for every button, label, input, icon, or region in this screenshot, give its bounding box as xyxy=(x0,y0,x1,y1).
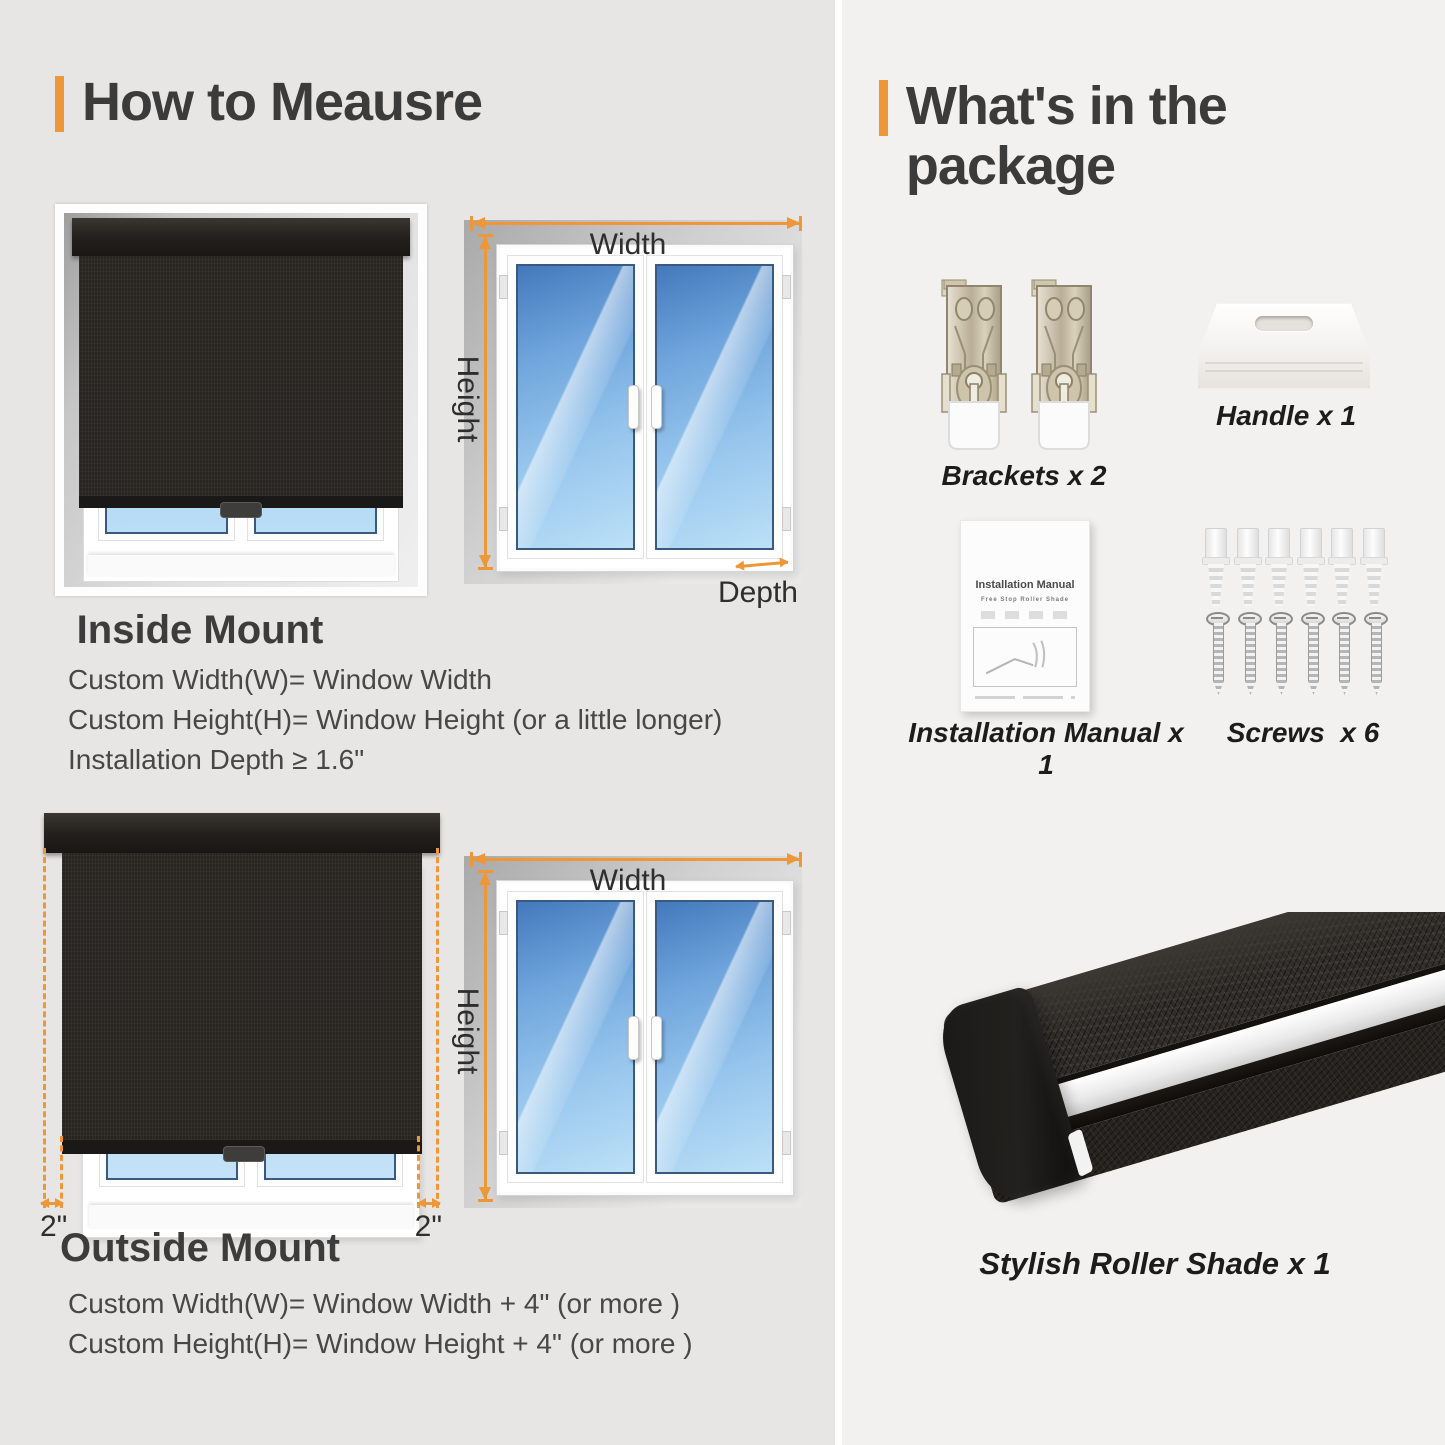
wall-anchor-icon xyxy=(1204,528,1228,608)
width-label: Width xyxy=(589,228,667,261)
window-hinge xyxy=(499,1131,508,1155)
outside-mount-text xyxy=(68,1284,693,1364)
manual-cover-subtitle: Free Stop Roller Shade xyxy=(980,597,1069,603)
inside-mount-heading: Inside Mount xyxy=(76,608,324,652)
outside-mount-illustration xyxy=(38,806,446,1254)
measure-dash-line xyxy=(43,848,46,1208)
wall-anchor-icon xyxy=(1362,528,1386,608)
outside-mount-window-diagram xyxy=(452,836,804,1236)
inside-mount-illustration xyxy=(55,204,427,596)
wall-anchor-icon xyxy=(1267,528,1291,608)
window-hinge xyxy=(782,1131,791,1155)
window-sash xyxy=(507,255,644,559)
wall-anchor-icon xyxy=(1299,528,1323,608)
window-icon xyxy=(496,880,794,1196)
shade-pull-handle xyxy=(220,502,262,518)
window-hinge xyxy=(499,507,508,531)
window-handle xyxy=(651,1016,662,1060)
screw-icon xyxy=(1238,612,1260,696)
manual-diagram-box xyxy=(973,627,1077,687)
window-pane xyxy=(655,900,774,1174)
depth-label: Depth xyxy=(717,576,798,609)
window-sash xyxy=(646,891,783,1183)
manual-cover-title: Installation Manual xyxy=(975,579,1075,591)
screws-label: Screws x 6 xyxy=(1226,717,1380,748)
shade-pull-handle xyxy=(223,1146,265,1162)
shade-cassette xyxy=(44,813,440,853)
bracket-icon xyxy=(940,278,1008,456)
shade-cassette xyxy=(72,218,410,256)
handle-slot xyxy=(1255,316,1313,331)
gap-label-left: 2" xyxy=(40,1210,68,1243)
installation-manual-label: Installation Manual x 1 xyxy=(908,717,1192,780)
window-sill xyxy=(88,555,394,577)
shade-fabric xyxy=(62,853,422,1140)
screw-icon xyxy=(1332,612,1354,696)
handle-icon xyxy=(1198,302,1370,390)
inside-mount-text xyxy=(68,660,722,780)
window-pane xyxy=(516,900,635,1174)
page-title-right: What's in the package xyxy=(905,76,1227,196)
outside-mount-line-2: Custom Height(H)= Window Height + 4" (or more ) xyxy=(68,1328,693,1359)
gap-label-right: 2" xyxy=(414,1210,442,1243)
screw-icon xyxy=(1269,612,1291,696)
screw-icon xyxy=(1364,612,1386,696)
window-icon xyxy=(496,244,794,572)
manual-footer-text xyxy=(975,696,1075,699)
manual-step-icons xyxy=(981,611,1069,619)
window-pane xyxy=(655,264,774,550)
window-hinge xyxy=(499,911,508,935)
wall-anchor-icon xyxy=(1330,528,1354,608)
window-hinge xyxy=(499,275,508,299)
inside-mount-line-1: Custom Width(W)= Window Width xyxy=(68,664,492,695)
handle-label: Handle x 1 xyxy=(1215,400,1357,431)
page-title-left: How to Meausre xyxy=(82,72,483,132)
window-handle xyxy=(651,385,662,429)
window-pane xyxy=(516,264,635,550)
inside-mount-window-diagram xyxy=(452,200,804,612)
panel-divider xyxy=(835,0,842,1445)
width-label: Width xyxy=(589,864,667,897)
height-label: Height xyxy=(451,355,484,443)
bracket-icon xyxy=(1030,278,1098,456)
package-title xyxy=(879,76,1445,196)
how-to-measure-title xyxy=(55,72,482,132)
shade-fabric xyxy=(79,256,403,496)
roller-shade-bar xyxy=(940,912,1445,1205)
orange-accent-bar xyxy=(879,80,888,136)
window-hinge xyxy=(782,911,791,935)
outside-mount-heading: Outside Mount xyxy=(60,1226,340,1270)
installation-manual-icon xyxy=(960,520,1090,712)
inside-mount-line-3: Installation Depth ≥ 1.6" xyxy=(68,744,365,775)
screw-icon xyxy=(1301,612,1323,696)
window-hinge xyxy=(782,275,791,299)
outside-mount-line-1: Custom Width(W)= Window Width + 4" (or more ) xyxy=(68,1288,681,1319)
orange-accent-bar xyxy=(55,76,64,132)
window-handle xyxy=(628,1016,639,1060)
window-sash xyxy=(507,891,644,1183)
gap-arrow-left xyxy=(41,1202,63,1205)
window-handle xyxy=(628,385,639,429)
inside-mount-line-2: Custom Height(H)= Window Height (or a little longer) xyxy=(68,704,723,735)
roller-shade-photo xyxy=(900,912,1445,1257)
gap-arrow-right xyxy=(418,1202,440,1205)
brackets-label: Brackets x 2 xyxy=(941,460,1107,491)
roller-shade-label: Stylish Roller Shade x 1 xyxy=(979,1246,1331,1281)
screw-icon xyxy=(1206,612,1228,696)
window-hinge xyxy=(782,507,791,531)
wall-anchor-icon xyxy=(1236,528,1260,608)
height-label: Height xyxy=(451,987,484,1075)
window-sash xyxy=(646,255,783,559)
measure-dash-line xyxy=(436,848,439,1208)
